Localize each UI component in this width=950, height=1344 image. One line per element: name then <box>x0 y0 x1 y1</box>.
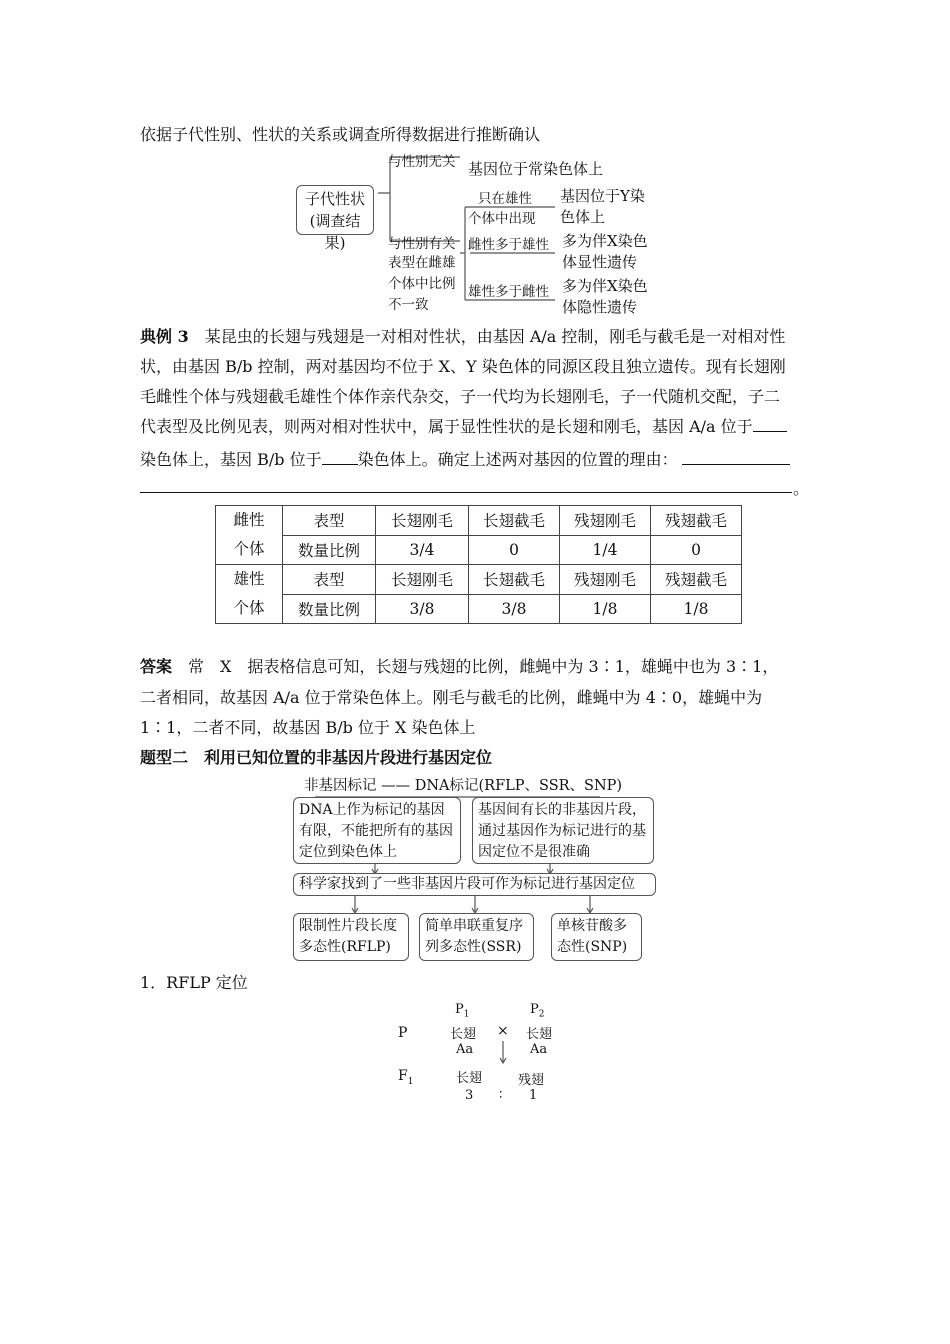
type-cell: 残翅截毛 <box>651 565 742 595</box>
blank-1[interactable] <box>753 413 787 432</box>
example-line5a: 染色体上，基因 B/b 位于 <box>140 450 322 469</box>
answer-line1 <box>140 652 778 682</box>
phenotype-line2: 个体中比例 <box>388 276 456 292</box>
header-cell: 表型 <box>283 565 376 595</box>
example-line1-text: 某昆虫的长翅与残翅是一对相对性状，由基因 A/a 控制，刚毛与截毛是一对相对性 <box>204 327 786 346</box>
box-scientists-found: 科学家找到了一些非基因片段可作为标记进行基因定位 <box>293 873 656 896</box>
example-label: 典例 3 <box>140 327 189 346</box>
header-cell: 数量比例 <box>283 535 376 565</box>
table-row <box>216 594 742 624</box>
phenotype-table <box>215 505 742 624</box>
header-cell: 表型 <box>283 506 376 536</box>
ratio-colon: ∶ <box>499 1088 503 1103</box>
blank-3[interactable] <box>682 446 790 465</box>
phenotype-line1: 表型在雌雄 <box>388 255 456 271</box>
result-xr-line1: 多为伴X染色 <box>562 277 648 295</box>
section2-title: 题型二 利用已知位置的非基因片段进行基因定位 <box>140 748 493 767</box>
answer-label: 答案 <box>140 657 173 676</box>
example-line3: 毛雌性个体与残翅截毛雄性个体作亲代杂交，子一代均为长翅刚毛，子一代随机交配，子二 <box>140 387 781 406</box>
tree-root <box>296 185 374 252</box>
type-cell: 长翅截毛 <box>469 565 560 595</box>
male-more: 雄性多于雌性 <box>468 284 549 300</box>
example-line5 <box>140 445 790 475</box>
tree-root-line1: 子代性状 <box>304 190 365 208</box>
result-x-dominant <box>562 231 648 273</box>
result-xd-line1: 多为伴X染色 <box>562 232 648 250</box>
offspring1-trait: 长翅 <box>456 1071 483 1086</box>
parent2-label: $P_2$ <box>530 1002 545 1020</box>
group-line1: 雌性 <box>233 511 265 529</box>
parent1-genotype: Aa <box>456 1042 474 1057</box>
only-male-line1: 只在雄性 <box>478 191 532 207</box>
type-cell: 长翅刚毛 <box>376 565 469 595</box>
ratio-value-1: 3 <box>465 1088 474 1103</box>
answer-line2: 二者相同，故基因 A/a 位于常染色体上。刚毛与截毛的比例，雌蝇中为 4∶0，雄蝇中为 <box>140 688 763 707</box>
ratio-cell: 0 <box>651 535 742 565</box>
example-line4-text: 代表型及比例见表，则两对相对性状中，属于显性性状的是长翅和刚毛，基因 A/a 位于 <box>140 417 753 436</box>
box-ssr: 简单串联重复序列多态性(SSR) <box>419 913 534 961</box>
answer-line1-text: 常 X 据表格信息可知，长翅与残翅的比例，雌蝇中为 3∶1，雄蝇中也为 3∶1， <box>188 657 779 676</box>
table-row <box>216 565 742 595</box>
only-male-line2: 个体中出现 <box>468 211 536 227</box>
intro-text: 依据子代性别、性状的关系或调查所得数据进行推断确认 <box>140 125 541 144</box>
p-generation-label: P <box>398 1025 408 1041</box>
table-row <box>216 506 742 536</box>
ratio-cell: 3/4 <box>376 535 469 565</box>
header-cell: 数量比例 <box>283 594 376 624</box>
example-line5b: 染色体上。确定上述两对基因的位置的理由： <box>357 450 678 469</box>
flow-header: 非基因标记 —— DNA标记(RFLP、SSR、SNP) <box>304 778 623 794</box>
ratio-cell: 3/8 <box>376 594 469 624</box>
type-cell: 长翅截毛 <box>469 506 560 536</box>
example-line2: 状，由基因 B/b 控制，两对基因均不位于 X、Y 染色体的同源区段且独立遗传。现有长翅刚 <box>140 357 786 376</box>
tree-root-line2: (调查结果) <box>309 212 361 252</box>
type-cell: 长翅刚毛 <box>376 506 469 536</box>
result-xd-line2: 体显性遗传 <box>562 253 638 271</box>
example-line6-end: 。 <box>793 479 810 498</box>
f1-generation-label: $F_1$ <box>398 1068 414 1087</box>
blank-2[interactable] <box>322 446 358 465</box>
result-autosome: 基因位于常染色体上 <box>468 160 604 178</box>
result-y-line2: 色体上 <box>560 208 606 226</box>
branch-unrelated: 与性别无关 <box>388 154 456 170</box>
parent1-label: $P_1$ <box>455 1002 470 1020</box>
ratio-cell: 1/8 <box>560 594 651 624</box>
phenotype-line3: 不一致 <box>388 297 429 313</box>
group-cell <box>216 565 283 624</box>
ratio-value-2: 1 <box>529 1088 538 1103</box>
type-cell: 残翅刚毛 <box>560 565 651 595</box>
ratio-cell: 0 <box>469 535 560 565</box>
branch-related: 与性别有关 <box>388 236 456 252</box>
cross-symbol: × <box>497 1023 509 1039</box>
result-y-line1: 基因位于Y染 <box>560 187 645 205</box>
female-more: 雌性多于雄性 <box>468 237 549 253</box>
box-nongene-fragments: 基因间有长的非基因片段，通过基因作为标记进行的基因定位不是很准确 <box>472 797 654 864</box>
rflp-heading: 1．RFLP 定位 <box>140 973 248 992</box>
offspring2-trait: 残翅 <box>518 1073 545 1088</box>
type-cell: 残翅截毛 <box>651 506 742 536</box>
blank-4[interactable] <box>140 492 792 493</box>
group-cell <box>216 506 283 565</box>
ratio-cell: 1/4 <box>560 535 651 565</box>
group-line2: 个体 <box>233 599 265 617</box>
box-rflp: 限制性片段长度多态性(RFLP) <box>293 913 409 961</box>
example-line1 <box>140 322 785 352</box>
example-line4 <box>140 412 787 442</box>
group-line2: 个体 <box>233 540 265 558</box>
box-snp: 单核苷酸多态性(SNP) <box>551 913 642 961</box>
phenotype-condition <box>388 253 456 316</box>
type-cell: 残翅刚毛 <box>560 506 651 536</box>
box-limited-genes: DNA上作为标记的基因有限，不能把所有的基因定位到染色体上 <box>293 797 461 864</box>
down-arrow-icon <box>496 1040 510 1066</box>
parent2-genotype: Aa <box>530 1042 548 1057</box>
result-x-recessive <box>562 276 648 318</box>
group-line1: 雄性 <box>233 570 265 588</box>
ratio-cell: 1/8 <box>651 594 742 624</box>
parent2-trait: 长翅 <box>526 1027 553 1042</box>
table-row <box>216 535 742 565</box>
result-xr-line2: 体隐性遗传 <box>562 298 638 316</box>
result-y <box>560 186 645 228</box>
parent1-trait: 长翅 <box>450 1027 477 1042</box>
ratio-cell: 3/8 <box>469 594 560 624</box>
answer-line3: 1∶1，二者不同，故基因 B/b 位于 X 染色体上 <box>140 718 476 737</box>
